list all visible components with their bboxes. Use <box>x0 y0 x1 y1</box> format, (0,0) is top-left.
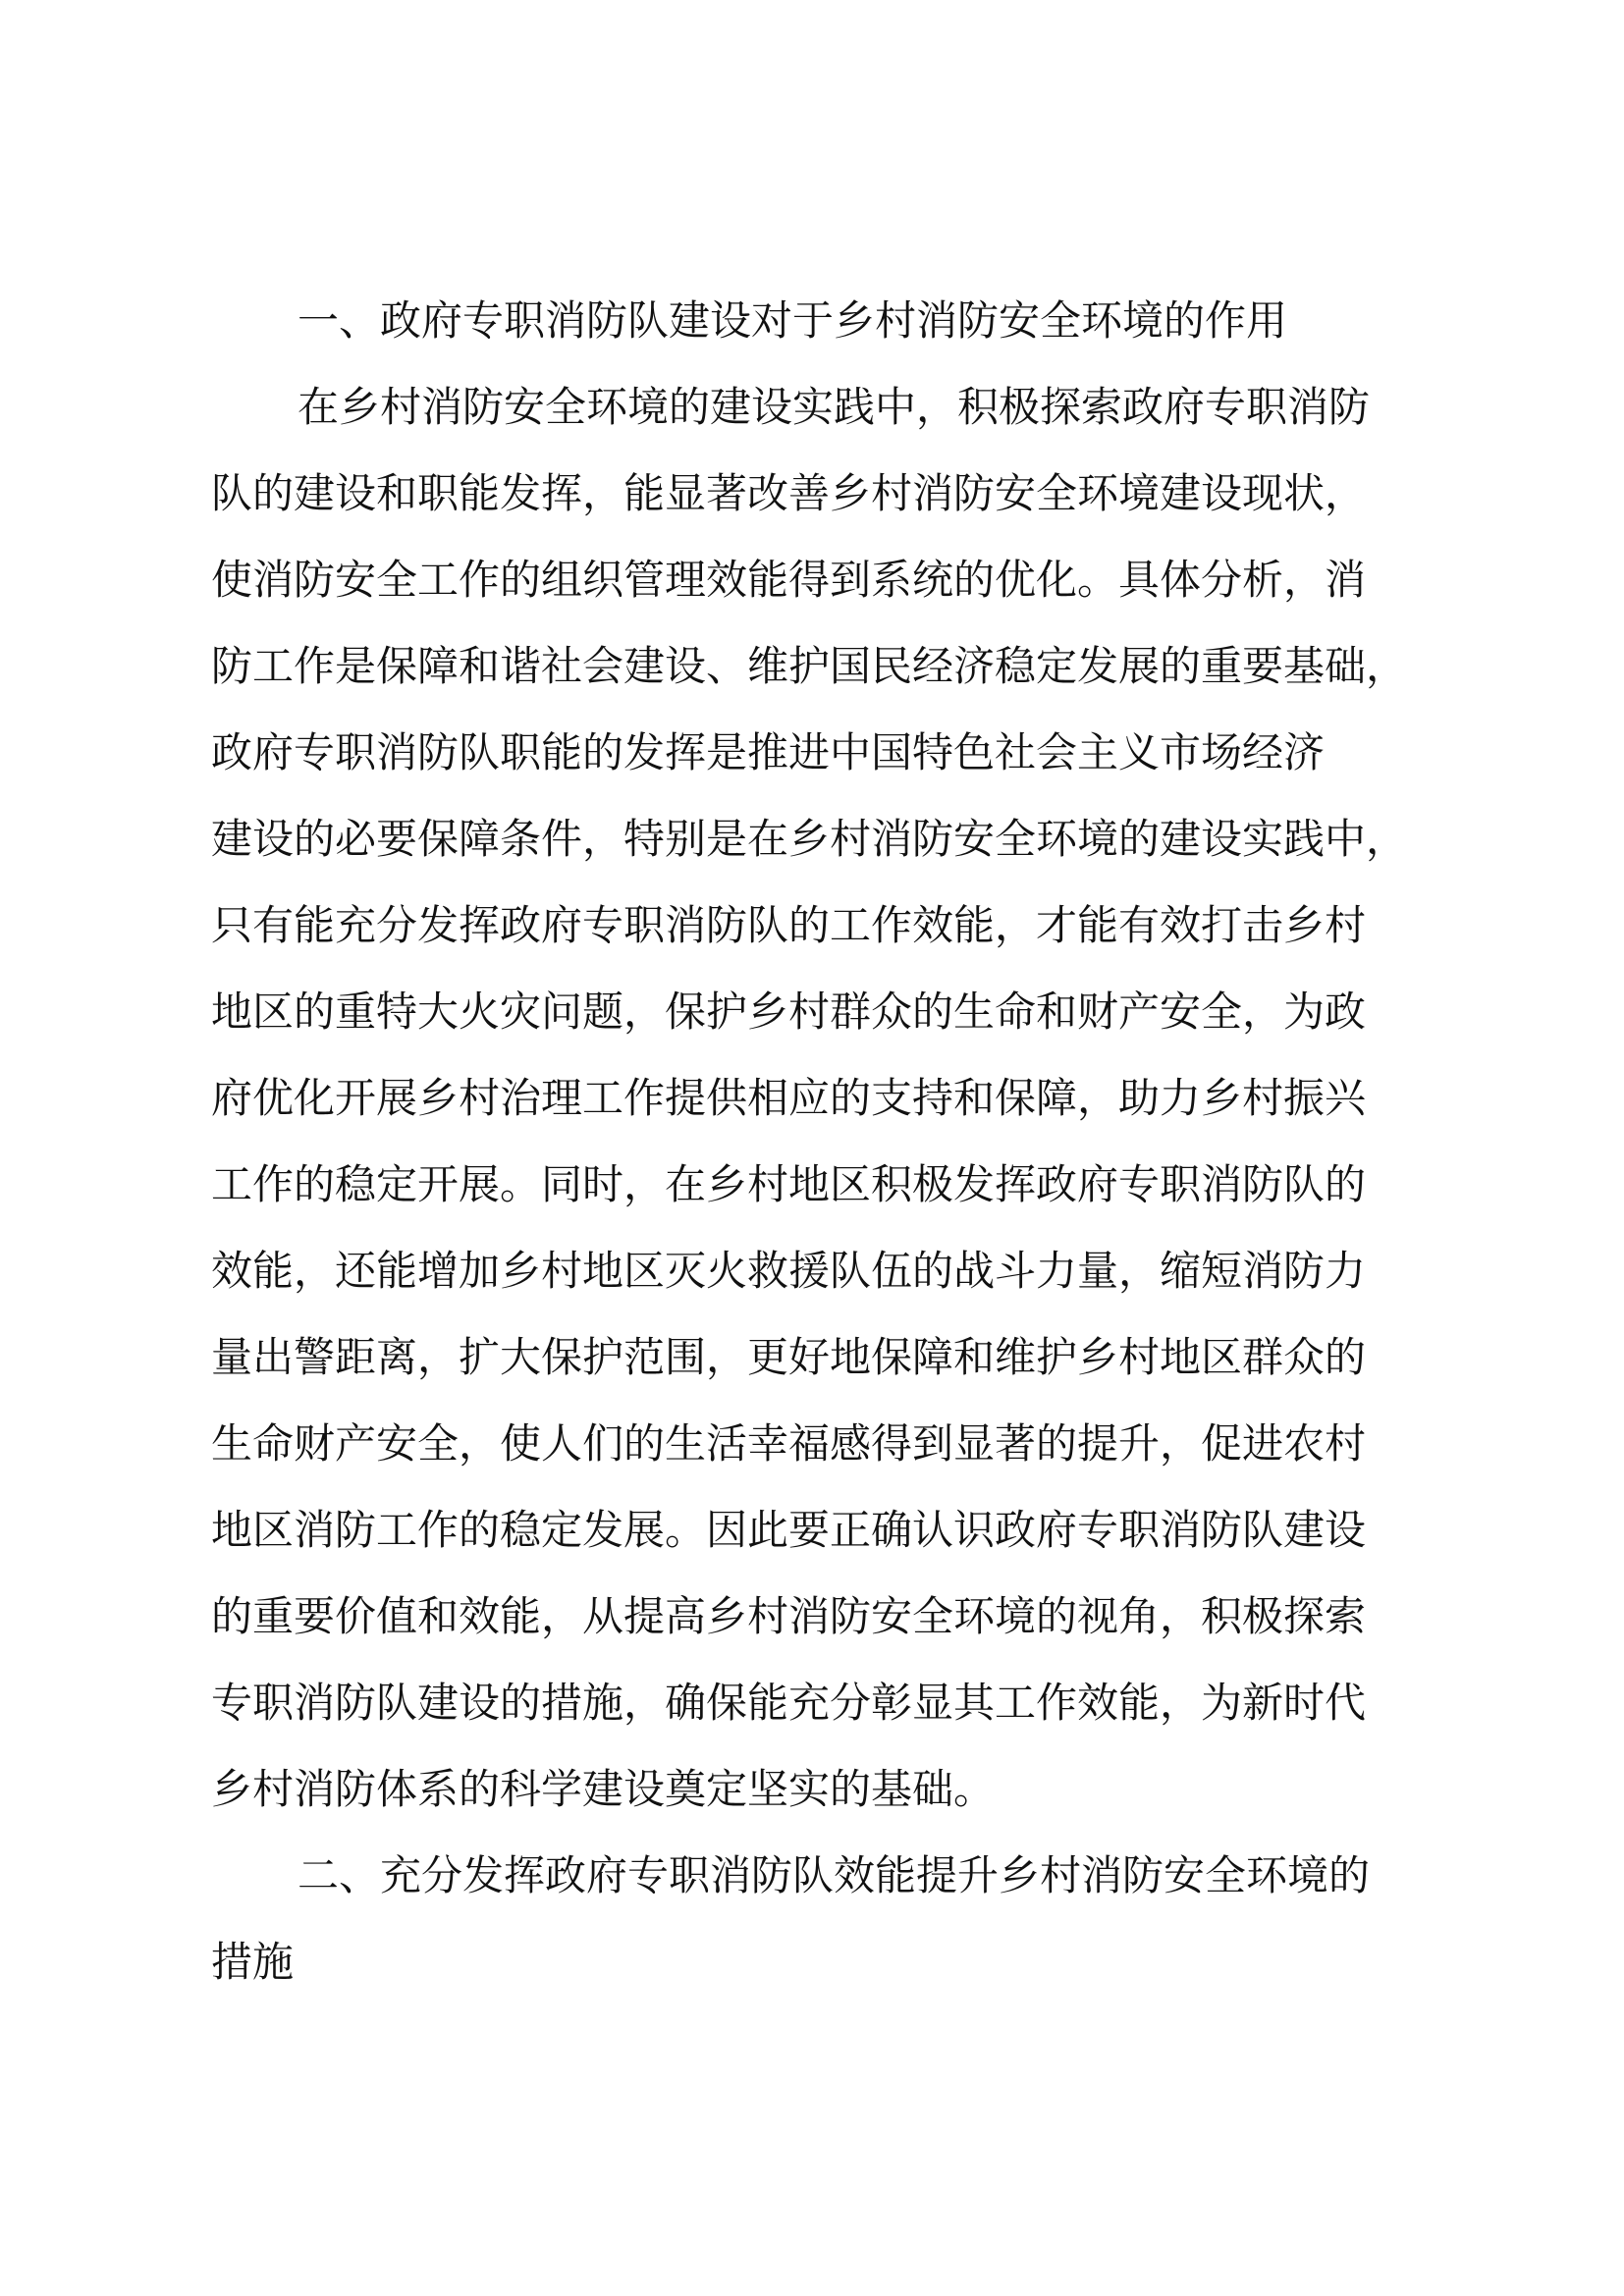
heading-line: 二、充分发挥政府专职消防队效能提升乡村消防安全环境的 <box>298 1851 1371 1899</box>
section-heading-1: 一、政府专职消防队建设对于乡村消防安全环境的作用 <box>298 296 1288 345</box>
paragraph-line: 政府专职消防队职能的发挥是推进中国特色社会主义市场经济 <box>211 728 1326 776</box>
paragraph-line: 效能，还能增加乡村地区灭火救援队伍的战斗力量，缩短消防力 <box>211 1247 1367 1295</box>
paragraph-line: 只有能充分发挥政府专职消防队的工作效能，才能有效打击乡村 <box>211 901 1367 949</box>
heading-line: 措施 <box>211 1938 295 1986</box>
paragraph-line: 府优化开展乡村治理工作提供相应的支持和保障，助力乡村振兴 <box>211 1074 1367 1122</box>
paragraph-line: 地区消防工作的稳定发展。因此要正确认识政府专职消防队建设 <box>211 1506 1367 1554</box>
paragraph-line: 地区的重特大火灾问题，保护乡村群众的生命和财产安全，为政 <box>211 988 1367 1036</box>
document-body <box>211 278 1429 2005</box>
paragraph-line: 生命财产安全，使人们的生活幸福感得到显著的提升，促进农村 <box>211 1419 1367 1468</box>
paragraph-line: 使消防安全工作的组织管理效能得到系统的优化。具体分析，消 <box>211 556 1367 604</box>
paragraph-line: 工作的稳定开展。同时，在乡村地区积极发挥政府专职消防队的 <box>211 1160 1367 1208</box>
paragraph-line: 建设的必要保障条件，特别是在乡村消防安全环境的建设实践中， <box>211 815 1408 863</box>
paragraph-line: 队的建设和职能发挥，能显著改善乡村消防安全环境建设现状， <box>211 469 1367 517</box>
paragraph-line: 的重要价值和效能，从提高乡村消防安全环境的视角，积极探索 <box>211 1592 1367 1640</box>
paragraph-line: 防工作是保障和谐社会建设、维护国民经济稳定发展的重要基础， <box>211 642 1408 690</box>
paragraph-line: 专职消防队建设的措施，确保能充分彰显其工作效能，为新时代 <box>211 1679 1367 1727</box>
paragraph-line: 在乡村消防安全环境的建设实践中，积极探索政府专职消防 <box>298 383 1371 431</box>
section-heading-2 <box>211 1833 1429 2005</box>
paragraph-line: 量出警距离，扩大保护范围，更好地保障和维护乡村地区群众的 <box>211 1333 1367 1381</box>
paragraph-line: 乡村消防体系的科学建设奠定坚实的基础。 <box>211 1765 996 1813</box>
paragraph-1 <box>211 364 1429 1833</box>
